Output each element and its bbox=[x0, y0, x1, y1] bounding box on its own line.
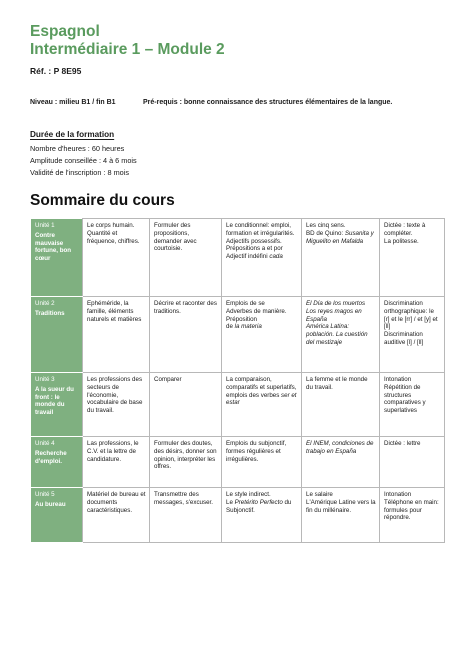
table-cell bbox=[222, 488, 302, 543]
cell-line: La comparaison, comparatifs et superlatifs, emplois des verbes ser et estar bbox=[226, 376, 297, 407]
table-cell bbox=[83, 297, 150, 373]
italic-text: El Día de los muertos bbox=[306, 300, 366, 307]
table-cell bbox=[83, 437, 150, 488]
table-row bbox=[31, 297, 445, 373]
cell-line bbox=[306, 300, 376, 308]
unit-name: Traditions bbox=[35, 309, 65, 317]
table-cell bbox=[302, 488, 380, 543]
table-cell bbox=[302, 437, 380, 488]
table-cell bbox=[302, 373, 380, 437]
cell-line: Intonation bbox=[384, 491, 412, 498]
course-reference: Réf. : P 8E95 bbox=[30, 66, 82, 76]
cell-line: Intonation bbox=[384, 376, 412, 383]
unit-number: Unité 4 bbox=[35, 440, 55, 447]
table-cell bbox=[222, 219, 302, 297]
cell-line: Ephéméride, la famille, éléments naturels et matières bbox=[87, 300, 142, 323]
italic-text: Los reyes magos en España bbox=[306, 307, 362, 323]
cell-line: L'Amérique Latine vers la fin du millénaire. bbox=[306, 498, 376, 514]
course-title: Espagnol bbox=[30, 23, 100, 40]
cell-line: de la materia bbox=[226, 323, 262, 331]
table-cell bbox=[380, 297, 445, 373]
cell-line: Formuler des doutes, des désirs, donner son opinion, interpréter les offres. bbox=[154, 440, 217, 471]
prerequis-text: Pré-requis : bonne connaissance des structures élémentaires de la langue. bbox=[143, 99, 393, 106]
cell-line: Prépositions a et por bbox=[226, 245, 283, 253]
cell-line: Le style indirect. bbox=[226, 491, 271, 498]
cell-line: Le Pretérito Perfecto du Subjonctif. bbox=[226, 498, 292, 514]
cell-line: Téléphone en main: formules pour répondre. bbox=[384, 498, 439, 522]
cell-line: Le corps humain. Quantité et fréquence, chiffres. bbox=[87, 222, 140, 245]
table-cell bbox=[380, 488, 445, 543]
cell-line: Préposition bbox=[226, 315, 257, 323]
italic-text: El INEM, condiciones de trabajo en España bbox=[306, 440, 374, 455]
cell-line: Discrimination auditive [l] / [ll] bbox=[384, 331, 424, 346]
table-cell bbox=[222, 297, 302, 373]
unit-name: A la sueur du front : le monde du travail bbox=[35, 385, 74, 417]
sommaire-heading: Sommaire du cours bbox=[30, 192, 175, 209]
cell-line: Formuler des propositions, demander avec courtoisie. bbox=[154, 222, 197, 253]
cell-line: Les cinq sens. bbox=[306, 222, 346, 229]
cell-line bbox=[306, 323, 376, 346]
cell-line: Adjectifs possessifs. bbox=[226, 237, 282, 245]
italic-text: la materia bbox=[234, 323, 262, 331]
unit-name: Contre mauvaise fortune, bon cœur bbox=[35, 231, 72, 263]
course-summary-table bbox=[30, 218, 445, 543]
cell-line: Emplois de se bbox=[226, 300, 265, 307]
cell-line: Discrimination orthographique: le [r] et le [rr] / et [y] et [ll] bbox=[384, 300, 438, 331]
cell-line: Emplois du subjonctif, formes régulières et irrégulières. bbox=[226, 440, 287, 463]
unit-name: Au bureau bbox=[35, 500, 66, 508]
cell-line: Le conditionnel: emploi, formation et irrégularités. bbox=[226, 222, 295, 237]
italic-text: Pretérito Perfecto bbox=[234, 498, 283, 506]
table-row bbox=[31, 373, 445, 437]
italic-text: Susanita y Miguelito en Mafalda bbox=[306, 229, 374, 245]
cell-line: BD de Quino: Susanita y Miguelito en Mafalda bbox=[306, 229, 374, 245]
unit-cell bbox=[31, 297, 83, 373]
unit-number: Unité 3 bbox=[35, 376, 55, 383]
table-cell bbox=[302, 219, 380, 297]
unit-cell bbox=[31, 219, 83, 297]
unit-number: Unité 1 bbox=[35, 222, 55, 229]
table-cell bbox=[150, 297, 222, 373]
table-cell bbox=[150, 488, 222, 543]
cell-line: Adverbes de manière. bbox=[226, 307, 287, 315]
cell-line: Adjectif indéfini cada bbox=[226, 253, 283, 261]
table-cell bbox=[380, 373, 445, 437]
duree-line: Nombre d'heures : 60 heures bbox=[30, 144, 125, 153]
italic-text: cada bbox=[269, 253, 283, 261]
table-cell bbox=[83, 219, 150, 297]
cell-line: Matériel de bureau et documents caractéristiques. bbox=[87, 491, 146, 514]
cell-line: Dictée : texte à compléter. bbox=[384, 222, 426, 237]
unit-number: Unité 2 bbox=[35, 300, 55, 307]
unit-number: Unité 5 bbox=[35, 491, 55, 498]
duree-heading: Durée de la formation bbox=[30, 130, 115, 139]
table-cell bbox=[222, 373, 302, 437]
unit-cell bbox=[31, 488, 83, 543]
cell-line: Les professions des secteurs de l'économie, vocabulaire de base du travail. bbox=[87, 376, 143, 415]
table-cell bbox=[83, 488, 150, 543]
cell-line: Comparer bbox=[154, 376, 182, 383]
table-cell bbox=[150, 437, 222, 488]
cell-line: Dictée : lettre bbox=[384, 440, 421, 447]
cell-line: La politesse. bbox=[384, 237, 419, 245]
duree-line: Validité de l'inscription : 8 mois bbox=[30, 168, 129, 177]
niveau-text: Niveau : milieu B1 / fin B1 bbox=[30, 99, 116, 106]
table-row bbox=[31, 219, 445, 297]
cell-line: Décrire et raconter des traditions. bbox=[154, 300, 217, 315]
cell-line: La femme et le monde du travail. bbox=[306, 376, 368, 391]
cell-line bbox=[306, 440, 376, 456]
table-cell bbox=[150, 219, 222, 297]
table-cell bbox=[380, 219, 445, 297]
cell-line: Transmettre des messages, s'excuser. bbox=[154, 491, 213, 506]
table-cell bbox=[302, 297, 380, 373]
duree-line: Amplitude conseillée : 4 à 6 mois bbox=[30, 156, 137, 165]
table-row bbox=[31, 437, 445, 488]
italic-text: ser et estar bbox=[226, 391, 297, 407]
table-row bbox=[31, 488, 445, 543]
cell-line: Las professions, le C.V. et la lettre de candidature. bbox=[87, 440, 139, 463]
table-cell bbox=[83, 373, 150, 437]
table-cell bbox=[222, 437, 302, 488]
italic-text: América Latina: población. La cuestión del mestizaje bbox=[306, 323, 368, 346]
cell-line: Répétition de structures comparatives y superlatives bbox=[384, 383, 426, 415]
cell-line: Le salaire bbox=[306, 491, 333, 498]
unit-cell bbox=[31, 437, 83, 488]
unit-cell bbox=[31, 373, 83, 437]
unit-name: Recherche d'emploi. bbox=[35, 449, 67, 465]
table-cell bbox=[150, 373, 222, 437]
table-cell bbox=[380, 437, 445, 488]
cell-line bbox=[306, 308, 376, 324]
course-subtitle: Intermédiaire 1 – Module 2 bbox=[30, 41, 225, 58]
